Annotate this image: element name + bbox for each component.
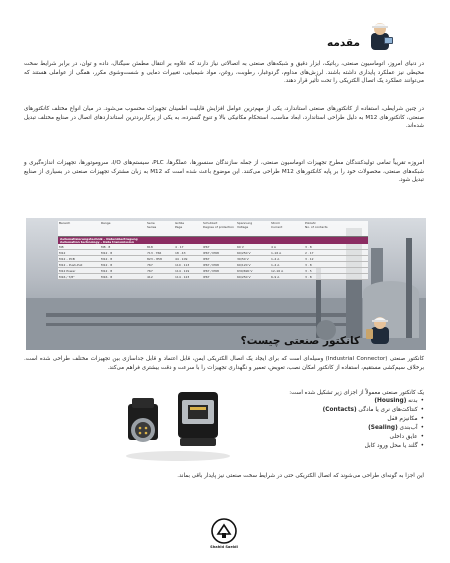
table-body	[58, 244, 368, 280]
table-cell: 3 · 5	[305, 269, 312, 273]
table-cell: 1–16 A	[271, 251, 282, 255]
table-header-row	[58, 221, 368, 237]
table-header-cell: Größe Page	[175, 221, 185, 229]
table-cell: 60 V	[237, 245, 244, 249]
table-category-label: Automation technology – Data transmission	[60, 239, 134, 244]
table-cell: 1–4 A	[271, 257, 280, 261]
table-cell: IP67 / IP68	[203, 251, 219, 255]
table-cell: M12 – PCB	[59, 257, 75, 261]
table-cell: M12 · 8	[101, 257, 113, 261]
components-list	[323, 397, 424, 451]
table-cell: 6–9 A	[271, 275, 280, 279]
table-cell: IP67	[203, 257, 210, 261]
table-header-cell: Polzahl No. of contacts	[305, 221, 328, 229]
closing-paragraph: این اجزا به گونه‌ای طراحی می‌شوند که اتصال الکتریکی حتی در شرایط سخت صنعتی نیز پایدار باقی بماند.	[177, 473, 424, 479]
connector-range-table	[58, 221, 368, 280]
table-cell: 823 – 858	[147, 257, 162, 261]
table-cell: M16 · 8	[101, 275, 113, 279]
table-cell: M8 · 8	[101, 245, 111, 249]
components-intro: یک کانکتور صنعتی معمولاً از اجزای زیر تشکیل شده است:	[289, 390, 424, 396]
table-cell: M12 – Push-Pull	[59, 263, 83, 267]
table-header-cell: Schutzart Degree of protection	[203, 221, 235, 229]
list-item: • بدنه (Housing)	[323, 397, 424, 406]
table-cell: M12 · 8	[101, 263, 113, 267]
table-cell: 412	[147, 275, 153, 279]
brand-logo-icon	[211, 518, 237, 544]
table-cell: M12	[59, 251, 66, 255]
list-item: • عایق داخلی	[323, 433, 424, 442]
brand-name: Shahid Saeidi	[210, 545, 238, 549]
table-cell: IP67 / IP68	[203, 269, 219, 273]
table-cell: 18 · 43	[175, 251, 186, 255]
table-cell: IP67	[203, 275, 210, 279]
engineer-mascot-icon	[365, 312, 395, 346]
table-header-cell: Serie Series	[147, 221, 157, 229]
table-cell: 60/250 V	[237, 275, 251, 279]
m12-connector-photo	[118, 382, 236, 462]
table-header-cell: Spannung Voltage	[237, 221, 253, 229]
table-cell: 767	[147, 269, 153, 273]
table-cell: 4 · 17	[175, 245, 184, 249]
table-row	[58, 274, 368, 280]
table-cell: M8	[59, 245, 64, 249]
intro-paragraph-1: در دنیای امروز، اتوماسیون صنعتی، رباتیک، ابزار دقیق و شبکه‌های صنعتی به اتصالاتی نیاز دارند که علاوه بر انتقال مطمئن سیگنال، داده و توان، در برابر شرایط سخت محیطی نیز عملکرد پایداری داشته باشند. لرزش‌های مداوم، گردوغبار، رطوبت، روغن، مواد شیمیایی، تغییرات دمایی و شست‌وشوی مکرر، همگی از عواملی هستند که می‌توانند عملکرد یک اتصال الکتریکی را تحت تأثیر قرار دهند.	[24, 61, 424, 85]
table-cell: M12 · 8	[101, 269, 113, 273]
section-title-introduction: مقدمه	[327, 37, 360, 49]
list-item: • آب‌بندی (Sealing)	[323, 424, 424, 433]
table-cell: M12 · 8	[101, 251, 113, 255]
table-cell: IP67	[203, 245, 210, 249]
table-cell: 3 · 8	[305, 245, 312, 249]
intro-paragraph-2: در چنین شرایطی، استفاده از کانکتورهای صنعتی استاندارد، یکی از مهم‌ترین عوامل افزایش قابلیت اطمینان تجهیزات محسوب می‌شود. در میان انواع مختلف کانکتورهای صنعتی، کانکتورهای M12 به‌ دلیل طراحی استاندارد، ابعاد مناسب، استحکام مکانیکی بالا و تنوع گسترده، به یکی از پرکاربردترین استانداردهای اتصال در صنایع مختلف تبدیل شده‌اند.	[24, 106, 424, 130]
table-cell: 767	[147, 263, 153, 267]
table-cell: 4 A	[271, 245, 276, 249]
table-cell: 60/120 V	[237, 263, 251, 267]
table-cell: 44 · 109	[175, 257, 188, 261]
table-cell: M12 Power	[59, 269, 76, 273]
section-title-what-is-connector: کانکتور صنعتی چیست؟	[240, 335, 360, 347]
list-item: • مکانیزم قفل	[323, 415, 424, 424]
table-category-strip	[58, 237, 368, 244]
table-cell: 3 · 8	[305, 275, 312, 279]
table-cell: 2 · 17	[305, 251, 314, 255]
table-header-cell: Strom Current	[271, 221, 283, 229]
table-cell: 110 · 113	[175, 263, 190, 267]
table-cell: 12–16 A	[271, 269, 284, 273]
table-category-label: Automatisierungstechnik – Datenübertragung	[60, 236, 138, 241]
table-cell: IP67 / IP68	[203, 263, 219, 267]
engineer-mascot-icon	[365, 18, 395, 52]
table-cell: 713 · 766	[147, 251, 162, 255]
table-cell: 3 · 8	[305, 263, 312, 267]
table-cell: 1–4 A	[271, 263, 280, 267]
list-item: • گلند یا محل ورود کابل	[323, 442, 424, 451]
table-cell: M16 / 7/8"	[59, 275, 75, 279]
table-cell: 114 · 119	[175, 269, 190, 273]
definition-paragraph: کانکتور صنعتی (Industrial Connector) وسیله‌ای است که برای ایجاد یک اتصال الکتریکی ایمن، قابل اعتماد و قابل جداسازی بین تجهیزات مختلف طراحی شده است. برخلاف سیم‌کشی مستقیم، استفاده از کانکتور امکان نصب، تعویض، تعمیر و نگهداری تجهیزات را با سرعت و دقت بیشتری فراهم می‌کند.	[24, 356, 424, 371]
table-header-cell: Bereich	[59, 221, 71, 225]
table-cell: 60/250 V	[237, 251, 251, 255]
table-cell: 818	[147, 245, 153, 249]
table-cell: 30/50 V	[237, 257, 249, 261]
table-cell: 3 · 12	[305, 257, 314, 261]
table-header-cell: Range	[101, 221, 111, 225]
list-item: • کنتاکت‌های نری یا مادگی (Contacts)	[323, 406, 424, 415]
intro-paragraph-3: امروزه تقریباً تمامی تولیدکنندگان مطرح تجهیزات اتوماسیون صنعتی، از جمله سازندگان سنسورها، عملگرها، PLC، سیستم‌های I/O، سروموتورها، تجهیزات اندازه‌گیری و شبکه‌های صنعتی، محصولات خود را بر پایه کانکتورهای M12 طراحی می‌کنند. این موضوع باعث شده است که M12 به زبان مشترک تجهیزات صنعتی در بسیاری از صنایع تبدیل شود.	[24, 160, 424, 184]
table-cell: 630/690 V	[237, 269, 253, 273]
table-cell: 114 · 123	[175, 275, 190, 279]
